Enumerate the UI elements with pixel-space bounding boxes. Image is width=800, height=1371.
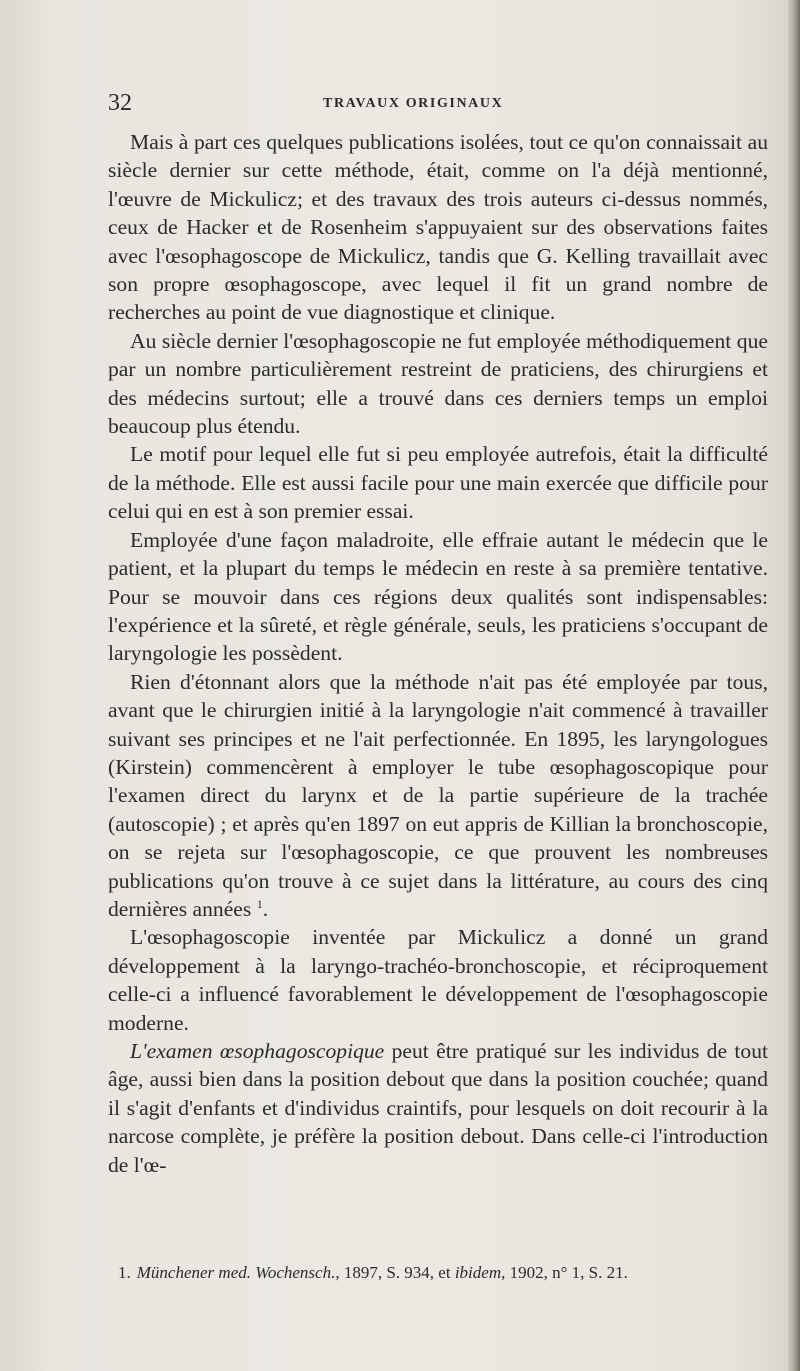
paragraph <box>108 128 768 327</box>
body-text <box>108 128 768 1179</box>
paragraph <box>108 1037 768 1179</box>
running-head: TRAVAUX ORIGINAUX <box>323 96 504 111</box>
paragraph-text: Rien d'étonnant alors que la méthode n'ait pas été employée par tous, avant que le chirurgien initié à la laryngologie n'ait commencé à travailler suivant ses principes et ne l'ait perfectionnée. En 1895, les laryngologues (Kirstein) commencèrent à employer le tube œsophagoscopique pour l'examen direct du larynx et de la partie supérieure de la trachée (autoscopie) ; et après qu'en 1897 on eut appris de Killian la bronchoscopie, on se rejeta sur l'œsophagoscopie, ce que prouvent les nombreuses publications qu'on trouve à ce sujet dans la littérature, au cours des cinq dernières années <box>108 669 768 921</box>
paragraph-text: Le motif pour lequel elle fut si peu employée autrefois, était la difficulté de la méthode. Elle est aussi facile pour une main exercée que difficile pour celui qui en est à son premier essai. <box>108 442 768 524</box>
footnote-ref: 1 <box>256 896 263 911</box>
paragraph-text: L'œsophagoscopie inventée par Mickulicz a donné un grand développement à la laryngo-trachéo-bronchoscopie, et réciproquement celle-ci a influencé favorablement le développement de l'œsophagoscopie moderne. <box>108 925 768 1035</box>
footnote-text: , 1902, n° 1, S. 21. <box>501 1263 628 1282</box>
paragraph <box>108 327 768 441</box>
paragraph <box>108 440 768 525</box>
paragraph <box>108 526 768 668</box>
paragraph-text: Employée d'une façon maladroite, elle effraie autant le médecin que le patient, et la plupart du temps le médecin en reste à sa première tentative. Pour se mouvoir dans ces régions deux qualités sont indispensables: l'expérience et la sûreté, et règle générale, seuls, les praticiens s'occupant de laryngologie les possèdent. <box>108 527 768 666</box>
paragraph-end: . <box>262 896 269 921</box>
footnote-ibidem: ibidem <box>454 1263 502 1282</box>
paragraph <box>108 923 768 1037</box>
footnote <box>118 1262 768 1284</box>
paragraph-text: Au siècle dernier l'œsophagoscopie ne fut employée méthodiquement que par un nombre particulièrement restreint de praticiens, des chirurgiens et des médecins surtout; elle a trouvé dans ces derniers temps un emploi beaucoup plus étendu. <box>108 328 768 439</box>
paragraph <box>108 668 768 924</box>
paragraph-text: Mais à part ces quelques publications isolées, tout ce qu'on connaissait au siècle dernier sur cette méthode, était, comme on l'a déjà mentionné, l'œuvre de Mickulicz; et des travaux des trois auteurs ci-dessus nommés, ceux de Hacker et de Rosenheim s'appuyaient sur des observations faites avec l'œsophagoscope de Mickulicz, tandis que G. Kelling travaillait avec son propre œsophagoscope, avec lequel il fit un grand nombre de recherches au point de vue diagnostique et clinique. <box>108 130 768 325</box>
page-number: 32 <box>108 90 132 116</box>
footnote-journal: Münchener med. Wochensch. <box>136 1263 336 1282</box>
page-edge-shadow <box>788 0 800 1371</box>
page-header <box>108 90 768 120</box>
footnote-number: 1. <box>118 1263 131 1282</box>
paragraph-text: peut être pratiqué sur les individus de tout âge, aussi bien dans la position debout que dans la position couchée; quand il s'agit d'enfants et d'individus craintifs, pour lesquels on doit recourir à la narcose complète, je préfère la position debout. Dans celle-ci l'introduction de l'œ- <box>108 1039 768 1177</box>
footnote-text: , 1897, S. 934, et <box>335 1263 455 1282</box>
italic-lead: L'examen œsophagoscopique <box>130 1039 385 1063</box>
